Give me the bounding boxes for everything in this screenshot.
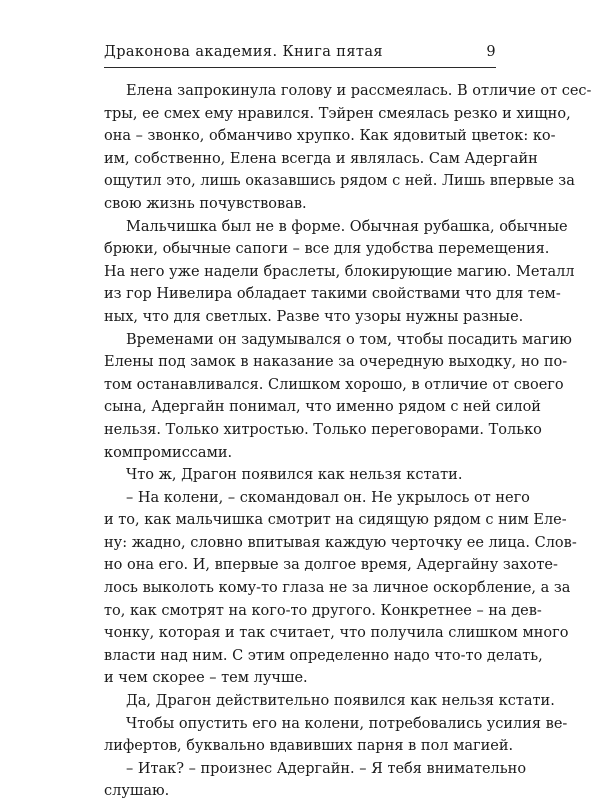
running-title: Драконова академия. Книга пятая	[104, 44, 383, 60]
text-line: Елена запрокинула голову и рассмеялась. В отличие от сес-	[126, 83, 592, 99]
text-line: свою жизнь почувствовав.	[104, 195, 307, 212]
text-line: тры, ее смех ему нравился. Тэйрен смеялась резко и хищно,	[104, 105, 571, 122]
text-line: компромиссами.	[104, 444, 233, 461]
text-line: чонку, которая и так считает, что получила слишком много	[104, 625, 569, 642]
text-line: лось выколоть кому-то глаза не за личное оскорбление, а за	[104, 580, 571, 597]
text-line: и то, как мальчишка смотрит на сидящую рядом с ним Еле-	[104, 512, 567, 529]
text-line: и чем скорее – тем лучше.	[104, 670, 308, 687]
text-line: Чтобы опустить его на колени, потребовались усилия ве-	[126, 715, 568, 732]
text-line: то, как смотрят на кого-то другого. Конкретнее – на дев-	[104, 602, 542, 619]
text-line: Что ж, Драгон появился как нельзя кстати.	[126, 467, 463, 484]
text-line: ощутил это, лишь оказавшись рядом с ней. Лишь впервые за	[104, 173, 575, 190]
text-line: им, собственно, Елена всегда и являлась. Сам Адергайн	[104, 150, 538, 167]
text-line: из гор Нивелира обладает такими свойствами что для тем-	[104, 286, 561, 303]
body-text	[104, 80, 592, 803]
text-line: – На колени, – скомандовал он. Не укрылось от него	[126, 489, 530, 506]
text-line: Временами он задумывался о том, чтобы посадить магию	[126, 331, 572, 348]
text-line: власти над ним. С этим определенно надо что-то делать,	[104, 647, 543, 664]
text-line: она – звонко, обманчиво хрупко. Как ядовитый цветок: ко-	[104, 128, 556, 145]
header-rule	[104, 67, 496, 68]
text-line: Да, Драгон действительно появился как нельзя кстати.	[126, 693, 555, 710]
text-line: лифертов, буквально вдавивших парня в пол магией.	[104, 738, 514, 755]
text-line: нельзя. Только хитростью. Только переговорами. Только	[104, 421, 542, 438]
text-line: Мальчишка был не в форме. Обычная рубашка, обычные	[126, 218, 568, 235]
page-number: 9	[486, 44, 496, 60]
text-line: ных, что для светлых. Разве что узоры нужны разные.	[104, 308, 524, 325]
text-line: – Итак? – произнес Адергайн. – Я тебя внимательно	[126, 760, 527, 777]
text-line: но она его. И, впервые за долгое время, Адергайну захоте-	[104, 557, 558, 574]
text-line: том останавливался. Слишком хорошо, в отличие от своего	[104, 376, 564, 393]
text-line: ну: жадно, словно впитывая каждую черточку ее лица. Слов-	[104, 534, 577, 551]
text-line: брюки, обычные сапоги – все для удобства перемещения.	[104, 241, 550, 258]
text-line: слушаю.	[104, 783, 170, 800]
text-line: сына, Адергайн понимал, что именно рядом с ней силой	[104, 399, 541, 416]
text-line: Елены под замок в наказание за очередную выходку, но по-	[104, 354, 568, 371]
text-line: На него уже надели браслеты, блокирующие магию. Металл	[104, 263, 575, 280]
